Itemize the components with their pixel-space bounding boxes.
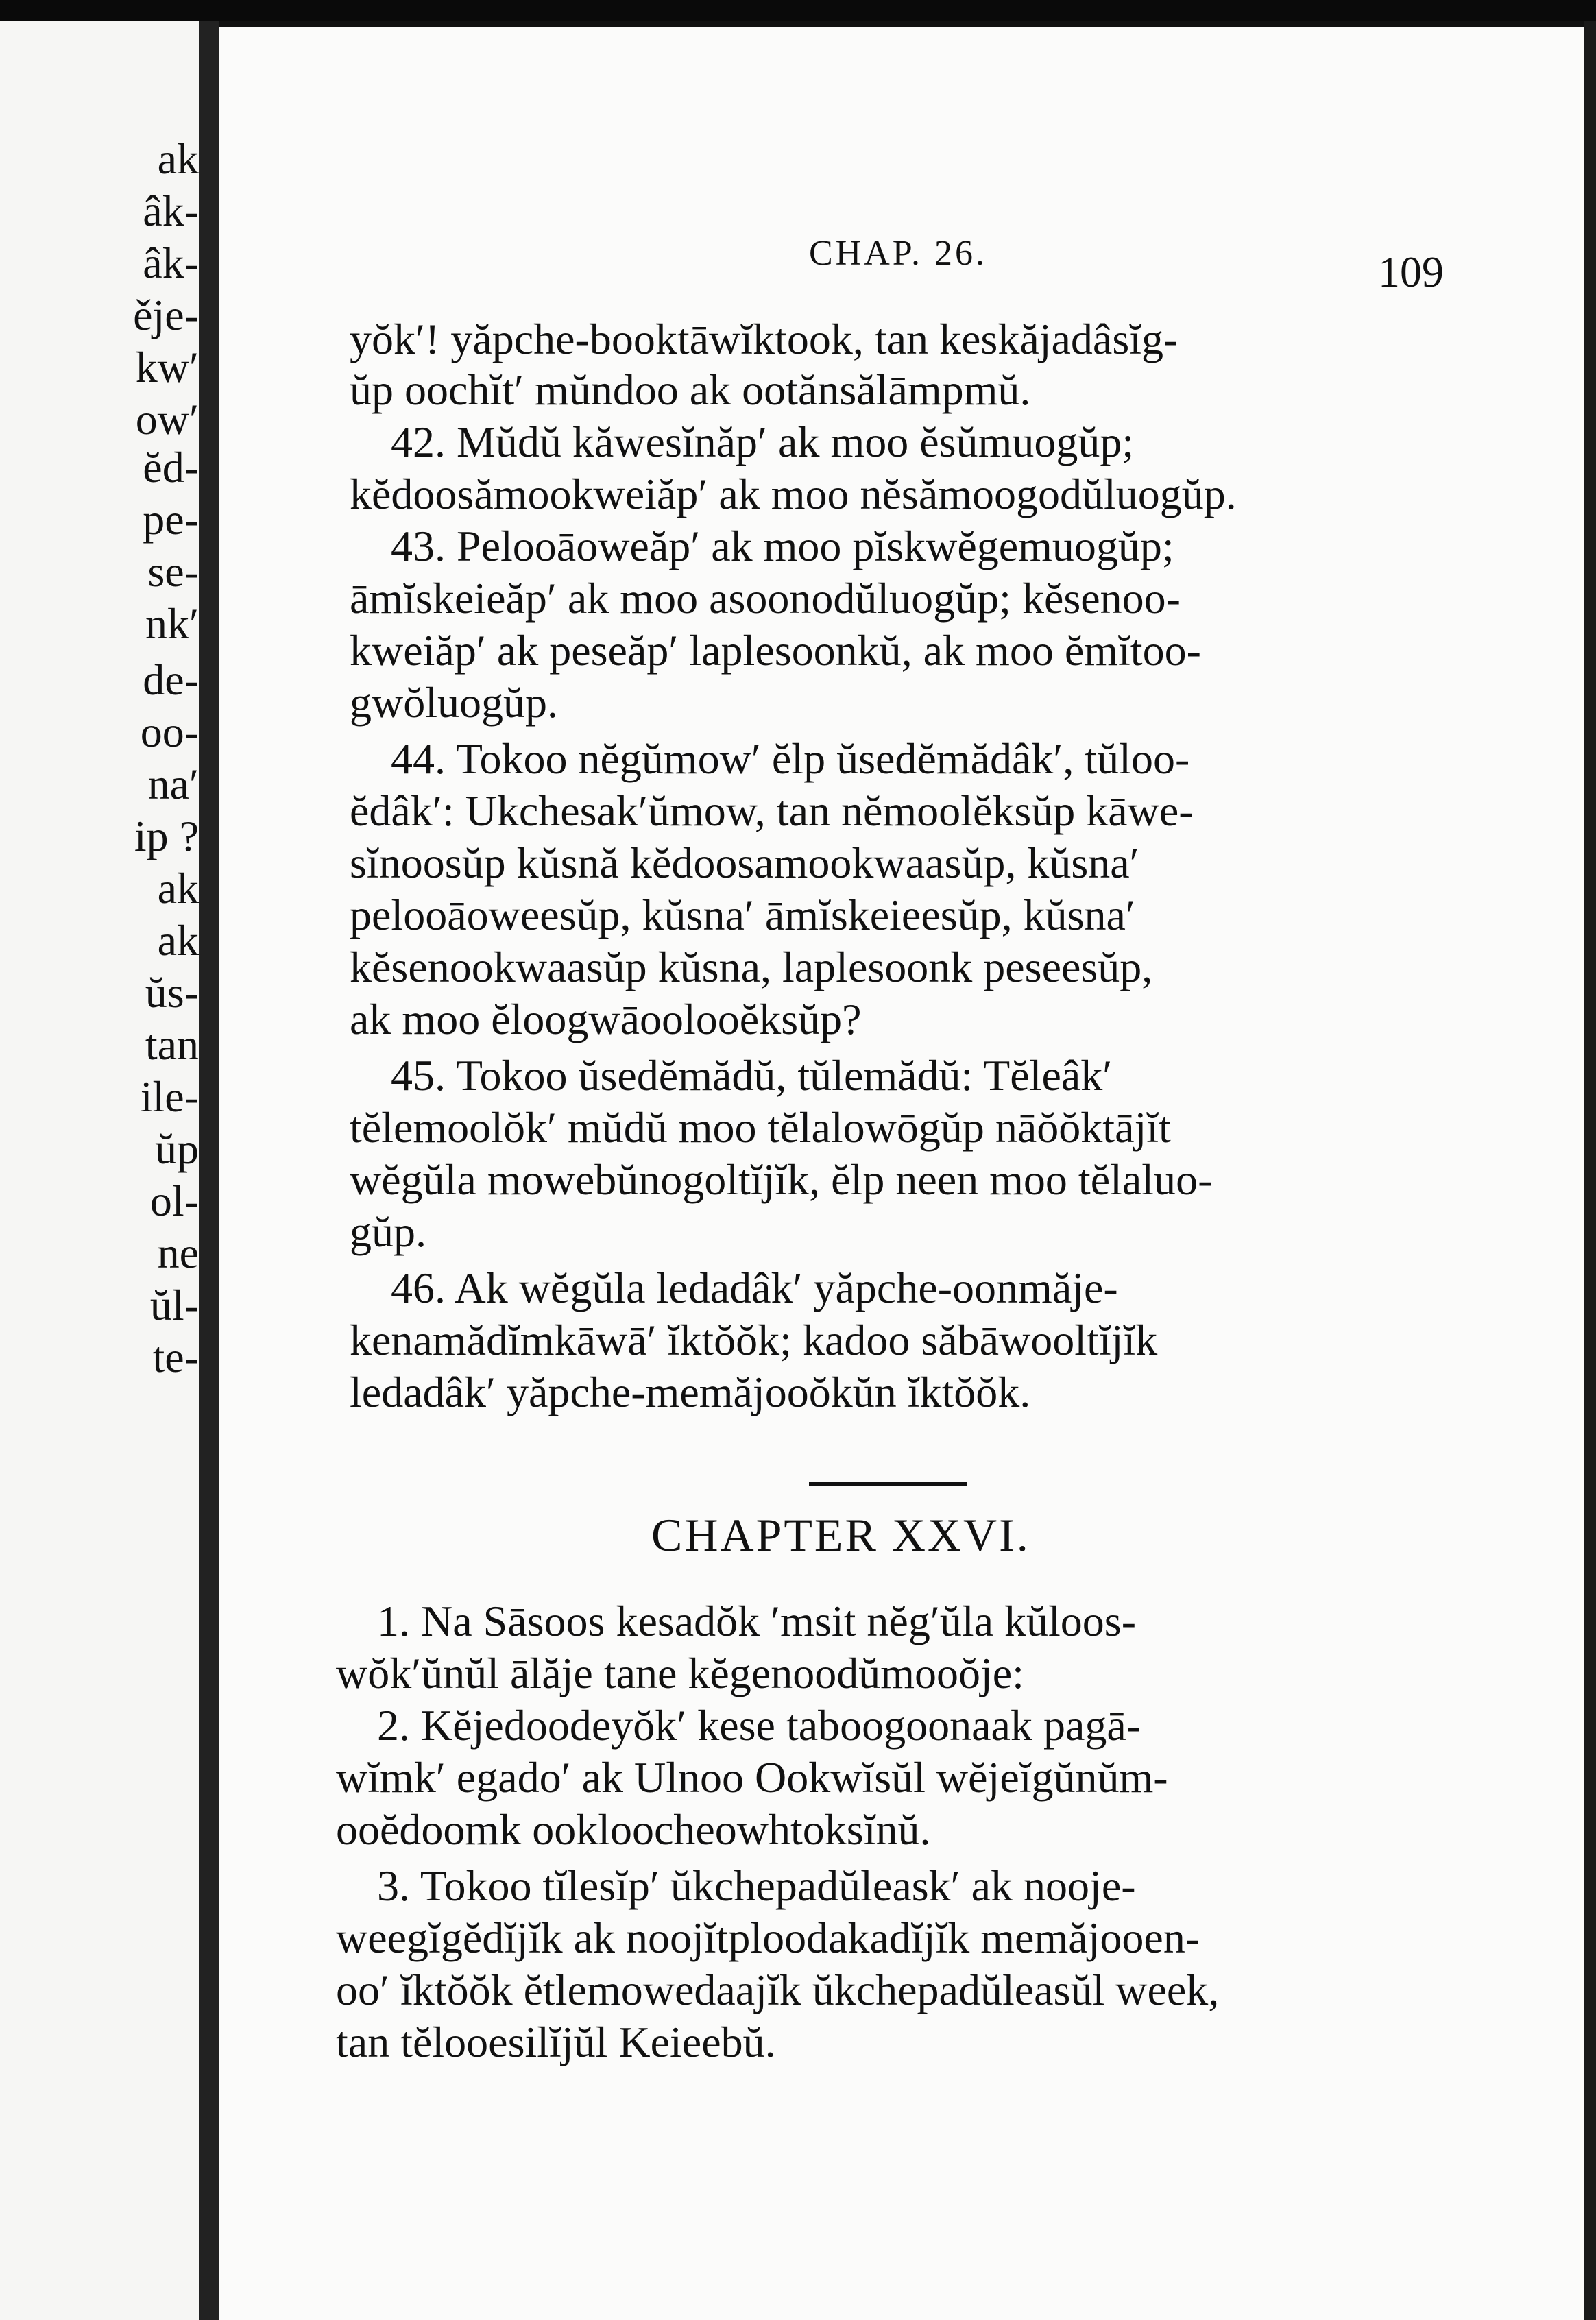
left-fragment-line: ĕd- [143,443,199,492]
text-line: ĕdâk′: Ukchesak′ŭmow, tan nĕmoolĕksŭp kāwe- [350,786,1194,835]
text-line: pelooāoweesŭp, kŭsna′ āmĭskeieesŭp, kŭsna′ [350,891,1135,939]
text-line: wŏk′ŭnŭl ālăje tane kĕgenoodŭmooŏje: [336,1649,1024,1697]
book-gutter [199,21,219,2320]
text-line: kweiăp′ ak peseăp′ laplesoonkŭ, ak moo ĕmĭtoo- [350,626,1201,675]
left-fragment-line: ŭs- [145,968,199,1017]
scan-top-edge [0,0,1596,21]
text-line: sĭnoosŭp kŭsnă kĕdoosamookwaasŭp, kŭsna′ [350,838,1139,887]
left-fragment-line: ak [157,916,199,965]
left-fragment-line: te- [152,1333,199,1381]
verse-line: 43. Pelooāoweăp′ ak moo pĭskwĕgemuogŭp; [391,522,1174,570]
text-line: tĕlemoolŏk′ mŭdŭ moo tĕlalowōgŭp nāŏŏktājĭt [350,1103,1171,1152]
scan-right-edge [1584,21,1596,2320]
page-number: 109 [1378,247,1444,296]
text-line: ledadâk′ yăpche-memăjooŏkŭn ĭktŏŏk. [350,1368,1031,1416]
verse-line: 42. Mŭdŭ kăwesĭnăp′ ak moo ĕsŭmuogŭp; [391,418,1135,466]
text-line: kenamădĭmkāwā′ ĭktŏŏk; kadoo săbāwooltĭjĭk [350,1316,1158,1364]
verse-line: 1. Na Sāsoos kesadŏk ′msit nĕg′ŭla kŭloos- [377,1597,1136,1645]
text-line: āmĭskeieăp′ ak moo asoonodŭluogŭp; kĕsenoo- [350,574,1181,623]
verse-line: 3. Tokoo tĭlesĭp′ ŭkchepadŭleask′ ak nooje- [377,1861,1136,1910]
left-fragment-line: ak [157,864,199,913]
running-head: CHAP. 26. [809,234,987,273]
left-fragment-line: pe- [143,495,199,544]
text-line: ŭp oochĭt′ mŭndoo ak ootănsălāmpmŭ. [350,365,1031,414]
left-page-fragment [0,21,206,2320]
text-line: gŭp. [350,1207,426,1256]
text-line: yŏk′! yăpche-booktāwĭktook, tan keskăjadâsĭg- [350,315,1178,363]
left-fragment-line: ile- [140,1072,199,1121]
text-line: oo′ ĭktŏŏk ĕtlemowedaajĭk ŭkchepadŭleasŭl week, [336,1966,1220,2014]
left-fragment-line: se- [147,547,199,596]
text-line: wĕgŭla mowebŭnogoltĭjĭk, ĕlp neen moo tĕlaluo- [350,1155,1213,1204]
text-line: kĕdoosămookweiăp′ ak moo nĕsămoogodŭluogŭp. [350,470,1237,518]
left-fragment-line: ne [157,1229,199,1277]
left-fragment-line: ŭl- [149,1281,199,1329]
verse-line: 46. Ak wĕgŭla ledadâk′ yăpche-oonmăje- [391,1264,1118,1312]
left-fragment-line: nk′ [145,599,199,648]
verse-line: 44. Tokoo nĕgŭmow′ ĕlp ŭsedĕmădâk′, tŭloo- [391,734,1190,783]
text-line: gwŏluogŭp. [350,678,558,727]
text-line: weegĭgĕdĭjĭk ak noojĭtploodakadĭjĭk memăjooen- [336,1913,1200,1962]
verse-line: 45. Tokoo ŭsedĕmădŭ, tŭlemădŭ: Tĕleâk′ [391,1051,1113,1100]
section-divider [809,1482,967,1486]
left-fragment-line: ip ? [134,812,199,860]
text-line: wĭmk′ egado′ ak Ulnoo Ookwĭsŭl wĕjeĭgŭnŭm- [336,1753,1168,1802]
left-fragment-line: na′ [147,760,199,808]
left-fragment-line: tan [145,1020,199,1069]
left-fragment-line: âk- [143,239,199,287]
left-fragment-line: ŭp [155,1124,199,1173]
text-line: ooĕdoomk ookloocheowhtoksĭnŭ. [336,1805,931,1854]
right-page [219,27,1584,2320]
left-fragment-line: kw′ [135,343,199,391]
left-fragment-line: oo- [140,708,199,756]
left-fragment-line: ěje- [133,291,199,339]
chapter-heading: CHAPTER XXVI. [651,1509,1030,1561]
verse-line: 2. Kĕjedoodeyŏk′ kese taboogoonaak pagā- [377,1701,1141,1750]
left-fragment-line: ak [157,134,199,183]
left-fragment-line: ow′ [135,395,199,444]
text-line: tan tĕlooesilĭjŭl Keieebŭ. [336,2018,776,2066]
left-fragment-line: âk- [143,186,199,235]
text-line: ak moo ĕloogwāoolooĕksŭp? [350,995,862,1043]
left-fragment-line: de- [143,655,199,704]
left-fragment-line: ol- [149,1176,199,1225]
text-line: kĕsenookwaasŭp kŭsna, laplesoonk peseesŭp, [350,943,1153,991]
